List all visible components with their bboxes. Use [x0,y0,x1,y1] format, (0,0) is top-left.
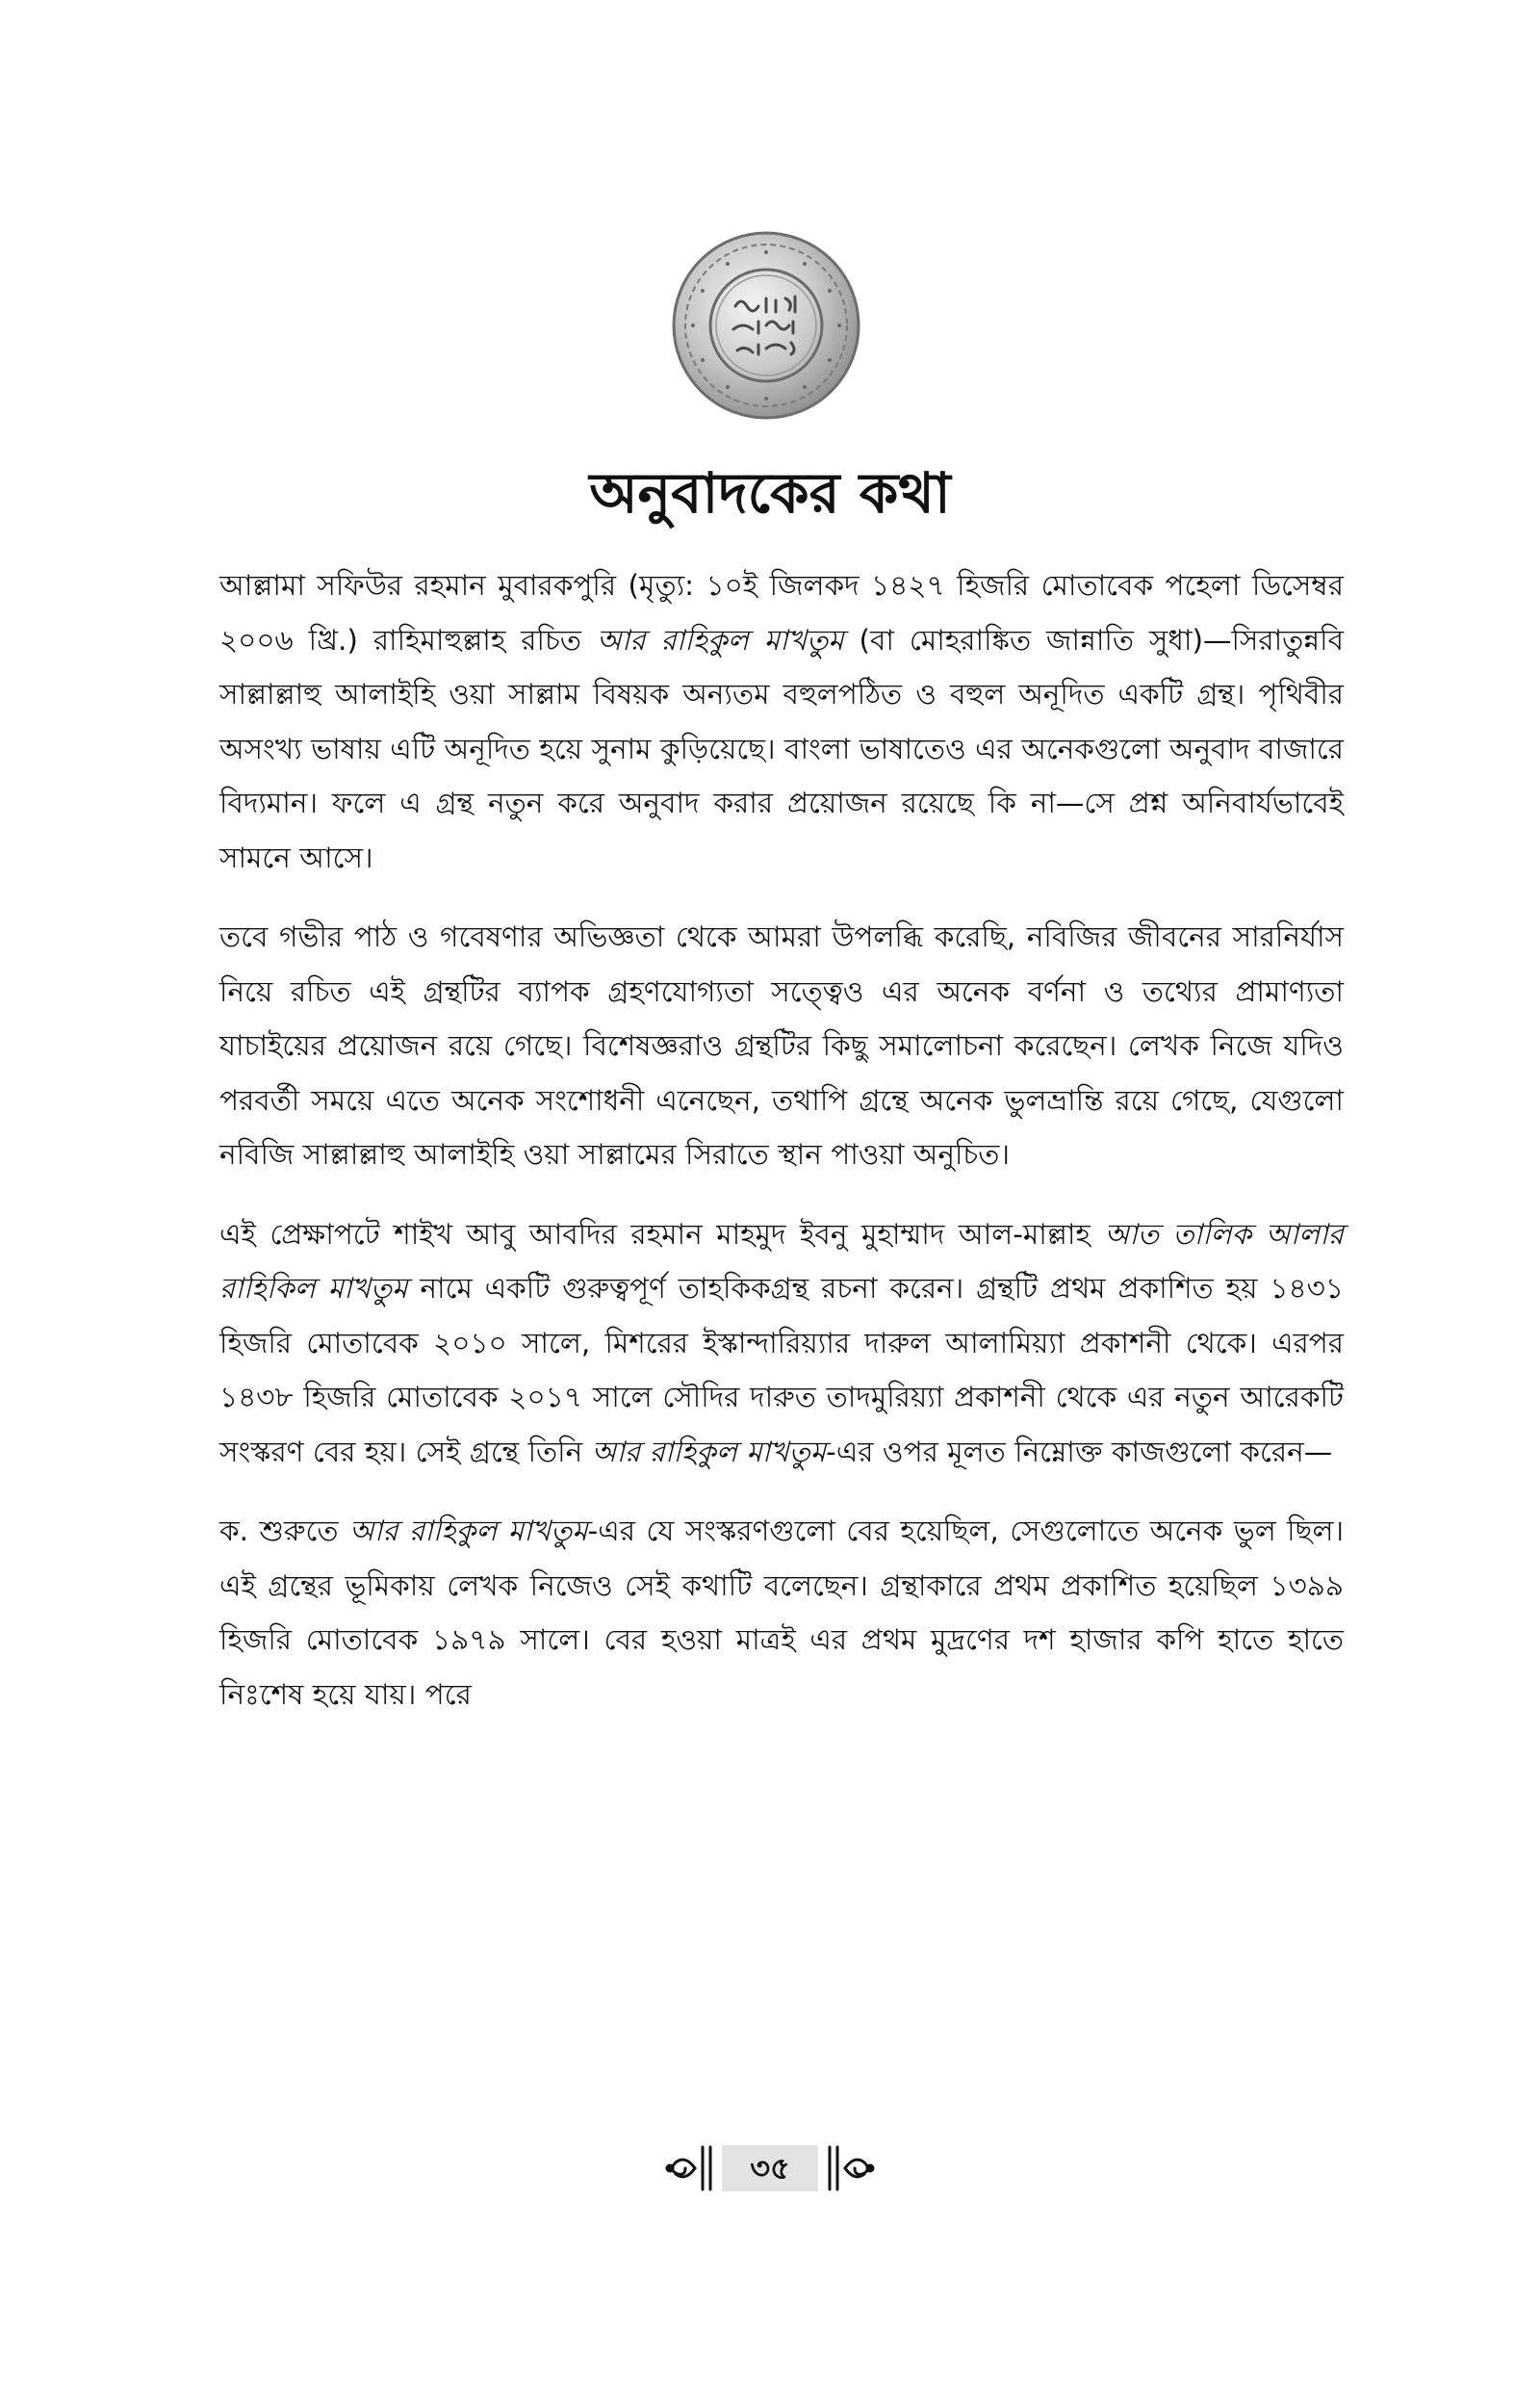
paragraph-3 [219,1207,1344,1480]
paragraph-1 [219,558,1344,885]
text-segment: (বা মোহরাঙ্কিত জান্নাতি সুধা)—সিরাতুন্নবি সাল্লাল্লাহু আলাইহি ওয়া সাল্লাম বিষয়ক অন্যতম বহুলপঠিত ও বহুল অনূদিত একটি গ্রন্থ। পৃথিবীর অসংখ্য ভাষায় এটি অনূদিত হয়ে সুনাম কুড়িয়েছে। বাংলা ভাষাতেও এর অনেকগুলো অনুবাদ বাজারে বিদ্যমান। ফলে এ গ্রন্থ নতুন করে অনুবাদ করার প্রয়োজন রয়েছে কি না—সে প্রশ্ন অনিবার্যভাবেই সামনে আসে। [219,623,1344,874]
paragraph-2 [219,910,1344,1182]
coin-illustration [670,229,862,422]
book-title-italic: আর রাহিকুল মাখতুম [348,1514,588,1547]
book-title-italic: আর রাহিকুল মাখতুম [596,623,844,657]
book-title-italic: আত তালিক আলার রাহিকিল মাখতুম [219,1217,1344,1305]
page-footer [0,2139,1540,2197]
text-segment: -এর যে সংস্করণগুলো বের হয়েছিল, সেগুলোতে অনেক ভুল ছিল। এই গ্রন্থের ভূমিকায় লেখক নিজেও সেই কথাটি বলেছেন। গ্রন্থাকারে প্রথম প্রকাশিত হয়েছিল ১৩৯৯ হিজরি মোতাবেক ১৯৭৯ সালে। বের হওয়া মাত্রই এর প্রথম মুদ্রণের দশ হাজার কপি হাতে হাতে নিঃশেষ হয়ে যায়। পরে [219,1514,1345,1711]
text-segment: তবে গভীর পাঠ ও গবেষণার অভিজ্ঞতা থেকে আমরা উপলব্ধি করেছি, নবিজির জীবনের সারনির্যাস নিয়ে রচিত এই গ্রন্থটির ব্যাপক গ্রহণযোগ্যতা সত্ত্বেও এর অনেক বর্ণনা ও তথ্যের প্রামাণ্যতা যাচাইয়ের প্রয়োজন রয়ে গেছে। বিশেষজ্ঞরাও গ্রন্থটির কিছু সমালোচনা করেছেন। লেখক নিজে যদিও পরবর্তী সময়ে এতে অনেক সংশোধনী এনেছেন, তথাপি গ্রন্থে অনেক ভুলভ্রান্তি রয়ে গেছে, যেগুলো নবিজি সাল্লাল্লাহু আলাইহি ওয়া সাল্লামের সিরাতে স্থান পাওয়া অনুচিত। [219,920,1344,1171]
page-title: অনুবাদকের কথা [589,460,951,526]
page-number: ৩৫ [722,2145,818,2191]
paragraph-4 [219,1504,1344,1721]
book-title-italic: আর রাহিকুল মাখতুম [591,1435,827,1468]
text-segment: নামে একটি গুরুত্বপূর্ণ তাহকিকগ্রন্থ রচনা করেন। গ্রন্থটি প্রথম প্রকাশিত হয় ১৪৩১ হিজরি মোতাবেক ২০১০ সালে, মিশরের ইস্কান্দারিয়্যার দারুল আলামিয়্যা প্রকাশনী থেকে। এরপর ১৪৩৮ হিজরি মোতাবেক ২০১৭ সালে সৌদির দারুত তাদমুরিয়্যা প্রকাশনী থেকে এর নতুন আরেকটি সংস্করণ বের হয়। সেই গ্রন্থে তিনি [219,1272,1344,1468]
body-text [219,558,1344,1747]
text-segment: -এর ওপর মূলত নিম্নোক্ত কাজগুলো করেন— [826,1435,1333,1468]
right-ornament-icon [822,2141,880,2195]
left-ornament-icon [660,2141,718,2195]
coin-icon [670,229,862,422]
text-segment: এই প্রেক্ষাপটে শাইখ আবু আবদির রহমান মাহমুদ ইবনু মুহাম্মাদ আল-মাল্লাহ [219,1217,1105,1251]
text-segment: আল্লামা সফিউর রহমান মুবারকপুরি (মৃত্যু: ১০ই জিলকদ ১৪২৭ হিজরি মোতাবেক পহেলা ডিসেম্বর ২০০৬ খ্রি.) রাহিমাহুল্লাহ রচিত [219,569,1344,657]
text-segment: ক. শুরুতে [219,1514,349,1547]
